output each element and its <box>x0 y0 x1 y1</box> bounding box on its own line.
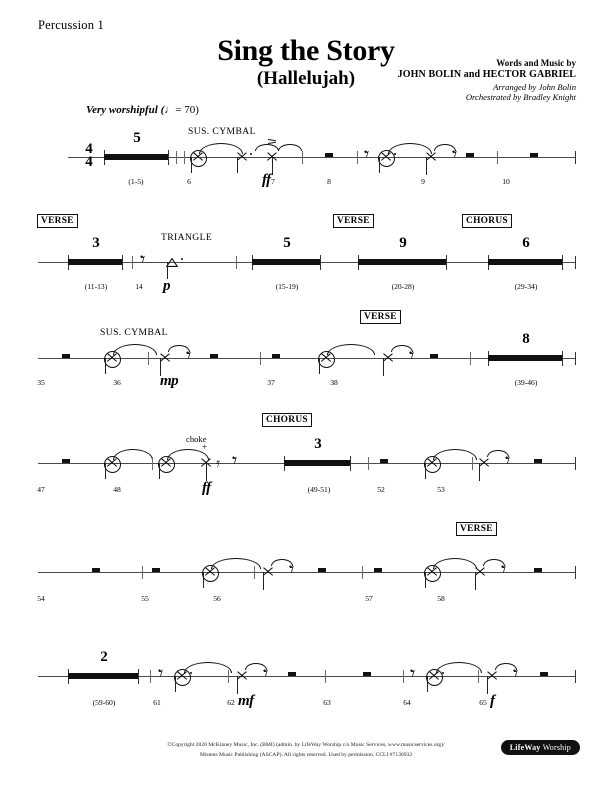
page-title: Sing the Story <box>217 34 395 67</box>
tie <box>327 344 375 355</box>
multirest-bar <box>488 355 562 361</box>
measure-number: 65 <box>479 698 487 707</box>
quarter-rest: 𝄾 <box>501 557 507 581</box>
augmentation-dot <box>181 258 183 260</box>
whole-measure-rest <box>540 672 548 676</box>
x-notehead <box>474 566 486 578</box>
slur <box>255 144 279 151</box>
time-signature-denominator: 4 <box>85 153 93 170</box>
measure-number: 36 <box>113 378 121 387</box>
tie <box>113 344 157 355</box>
lifeway-worship-logo <box>501 740 580 755</box>
credit-authors: JOHN BOLIN and HECTOR GABRIEL <box>397 69 576 81</box>
tremolo-roll <box>170 680 180 694</box>
note-stem <box>383 358 384 376</box>
multirest-cap <box>168 150 169 165</box>
multirest-cap <box>350 456 351 471</box>
measure-number: 64 <box>403 698 411 707</box>
tie <box>433 558 477 569</box>
multirest-bar <box>488 259 562 265</box>
quarter-rest: 𝄾 <box>513 661 519 685</box>
measure-number: (15-19) <box>275 282 299 291</box>
whole-measure-rest <box>374 568 382 572</box>
tie <box>184 662 232 673</box>
barline <box>184 151 185 164</box>
eighth-rest: 𝄿 <box>216 456 220 471</box>
whole-measure-rest <box>534 568 542 572</box>
tie <box>113 449 153 460</box>
whole-measure-rest <box>534 459 542 463</box>
rehearsal-mark-verse: VERSE <box>456 522 497 536</box>
rehearsal-mark-verse: VERSE <box>360 310 401 324</box>
quarter-rest: 𝄾 <box>452 142 458 166</box>
barline <box>357 151 358 164</box>
copyright-line-1: ©Copyright 2020 McKinney Music, Inc. (BMI) (admin. by LifeWay Worship c/o Music Services, www.musicservices.org)/ <box>167 742 445 748</box>
note-stem <box>263 572 264 590</box>
whole-measure-rest <box>152 568 160 572</box>
measure-number: 61 <box>153 698 161 707</box>
measure-number: 9 <box>421 177 425 186</box>
measure-number: 38 <box>330 378 338 387</box>
whole-measure-rest <box>288 672 296 676</box>
choke-technique-label: choke <box>186 434 207 444</box>
quarter-rest: 𝄾 <box>158 661 164 685</box>
measure-number: 37 <box>267 378 275 387</box>
barline <box>302 151 303 164</box>
end-barline <box>575 256 576 269</box>
quarter-rest: 𝄾 <box>263 661 269 685</box>
rehearsal-mark-verse: VERSE <box>37 214 78 228</box>
x-notehead <box>425 151 437 163</box>
tie <box>436 662 482 673</box>
measure-number: (20-28) <box>391 282 415 291</box>
barline <box>148 352 149 365</box>
instrument-label-triangle: TRIANGLE <box>161 232 213 243</box>
quarter-rest: 𝄾 <box>410 661 416 685</box>
whole-measure-rest <box>62 354 70 358</box>
whole-measure-rest <box>210 354 218 358</box>
barline <box>236 256 237 269</box>
barline <box>362 566 363 579</box>
x-notehead <box>236 670 248 682</box>
end-barline <box>575 151 576 164</box>
multirest-count: 8 <box>522 331 530 347</box>
measure-number: 53 <box>437 485 445 494</box>
quarter-rest: 𝄾 <box>505 448 511 472</box>
note-stem <box>479 463 480 481</box>
quarter-rest: 𝄾 <box>140 247 146 271</box>
rehearsal-mark-verse: VERSE <box>333 214 374 228</box>
instrument-label-sus-cymbal: SUS. CYMBAL <box>100 327 168 338</box>
multirest-cap <box>562 255 563 270</box>
multirest-count: 3 <box>314 436 322 452</box>
barline <box>132 256 133 269</box>
barline <box>176 151 177 164</box>
multirest-cap <box>320 255 321 270</box>
measure-number: (11-13) <box>84 282 108 291</box>
multirest-cap <box>446 255 447 270</box>
whole-measure-rest <box>272 354 280 358</box>
tremolo-roll <box>422 680 432 694</box>
tempo-bpm: = 70) <box>175 104 199 116</box>
rehearsal-mark-chorus: CHORUS <box>462 214 512 228</box>
x-notehead <box>486 670 498 682</box>
dynamic-ff: ff <box>202 480 211 496</box>
whole-measure-rest <box>62 459 70 463</box>
multirest-count: 9 <box>399 235 407 251</box>
barline <box>228 670 229 683</box>
barline <box>152 457 153 470</box>
measure-number: 7 <box>271 177 275 186</box>
multirest-cap <box>138 669 139 684</box>
measure-number: 6 <box>187 177 191 186</box>
measure-number: 47 <box>37 485 45 494</box>
multirest-bar <box>68 673 138 679</box>
credit-arranged-by: Arranged by John Bolin <box>493 81 576 92</box>
x-notehead <box>382 352 394 364</box>
note-stem <box>487 676 488 694</box>
measure-number: (29-34) <box>514 282 538 291</box>
multirest-bar <box>252 259 320 265</box>
triangle-notehead <box>166 254 178 263</box>
measure-number: 14 <box>135 282 143 291</box>
barline <box>470 352 471 365</box>
dynamic-p: p <box>163 278 170 294</box>
multirest-count: 5 <box>283 235 291 251</box>
multirest-cap <box>122 255 123 270</box>
barline <box>254 566 255 579</box>
accent-articulation <box>268 139 276 144</box>
tempo-note-icon: ♩ <box>164 104 176 116</box>
whole-measure-rest <box>92 568 100 572</box>
multirest-bar <box>104 154 168 160</box>
note-stem <box>475 572 476 590</box>
measure-number: 35 <box>37 378 45 387</box>
whole-measure-rest <box>530 153 538 157</box>
measure-number: 62 <box>227 698 235 707</box>
end-barline <box>575 566 576 579</box>
logo-lifeway-text: LifeWay <box>509 742 541 752</box>
barline <box>368 457 369 470</box>
multirest-bar <box>358 259 446 265</box>
barline <box>497 151 498 164</box>
quarter-rest: 𝄾 <box>232 448 238 472</box>
rehearsal-mark-chorus: CHORUS <box>262 413 312 427</box>
measure-number: 58 <box>437 594 445 603</box>
credit-orchestrated-by: Orchestrated by Bradley Knight <box>465 92 576 103</box>
note-stem <box>272 157 273 175</box>
barline <box>150 670 151 683</box>
song-subtitle: (Hallelujah) <box>256 68 356 89</box>
barline <box>260 352 261 365</box>
multirest-bar <box>284 460 350 466</box>
whole-measure-rest <box>430 354 438 358</box>
multirest-count: 3 <box>92 235 100 251</box>
measure-number: 54 <box>37 594 45 603</box>
note-stem <box>237 676 238 694</box>
measure-number: (49-51) <box>307 485 331 494</box>
multirest-cap <box>562 351 563 366</box>
end-barline <box>575 457 576 470</box>
multirest-bar <box>68 259 122 265</box>
measure-number: (59-60) <box>92 698 116 707</box>
measure-number: (39-46) <box>514 378 538 387</box>
measure-number: 8 <box>327 177 331 186</box>
quarter-rest: 𝄾 <box>364 142 370 166</box>
slur <box>278 144 302 151</box>
time-signature <box>82 143 96 168</box>
end-barline <box>575 352 576 365</box>
barline <box>325 670 326 683</box>
x-notehead <box>262 566 274 578</box>
barline <box>142 566 143 579</box>
quarter-rest: 𝄾 <box>186 343 192 367</box>
augmentation-dot <box>250 153 252 155</box>
measure-number: 56 <box>213 594 221 603</box>
time-signature-numerator: 4 <box>85 141 93 157</box>
whole-measure-rest <box>466 153 474 157</box>
barline <box>403 670 404 683</box>
multirest-count: 5 <box>133 130 141 146</box>
copyright-line-2: Mistens Music Publishing (ASCAP). All rights reserved. Used by permission. CCLI #7130932 <box>199 751 413 758</box>
measure-number: 57 <box>365 594 373 603</box>
credits-block <box>398 58 576 103</box>
measure-number: (1-5) <box>128 177 144 186</box>
credit-words-music: Words and Music by <box>496 58 576 68</box>
tie <box>433 449 477 460</box>
end-barline <box>575 670 576 683</box>
measure-number: 55 <box>141 594 149 603</box>
whole-measure-rest <box>380 459 388 463</box>
quarter-rest: 𝄾 <box>289 557 295 581</box>
multirest-count: 2 <box>100 649 108 665</box>
diminuendo-hairpin <box>198 589 254 599</box>
dynamic-mp: mp <box>160 373 178 389</box>
instrument-label-sus-cymbal: SUS. CYMBAL <box>188 126 256 137</box>
whole-measure-rest <box>318 568 326 572</box>
measure-number: 48 <box>113 485 121 494</box>
measure-number: 63 <box>323 698 331 707</box>
note-stem <box>206 463 207 481</box>
tempo-marking <box>86 104 199 116</box>
measure-number: 10 <box>502 177 510 186</box>
diminuendo-hairpin <box>196 171 266 181</box>
whole-measure-rest <box>363 672 371 676</box>
quarter-rest: 𝄾 <box>409 343 415 367</box>
dynamic-mf: mf <box>238 693 254 709</box>
tempo-text: Very worshipful ( <box>86 104 165 116</box>
dynamic-ff: ff <box>262 172 271 188</box>
staff-line <box>38 572 576 573</box>
note-stem <box>167 262 168 279</box>
logo-worship-text: Worship <box>542 742 571 752</box>
barline <box>472 457 473 470</box>
multirest-count: 6 <box>522 235 530 251</box>
whole-measure-rest <box>325 153 333 157</box>
measure-number: 52 <box>377 485 385 494</box>
instrument-name: Percussion 1 <box>38 18 104 32</box>
dynamic-f: f <box>490 693 495 709</box>
x-notehead <box>478 457 490 469</box>
x-notehead <box>159 352 171 364</box>
barline <box>478 670 479 683</box>
choke-plus-icon: + <box>202 442 208 452</box>
